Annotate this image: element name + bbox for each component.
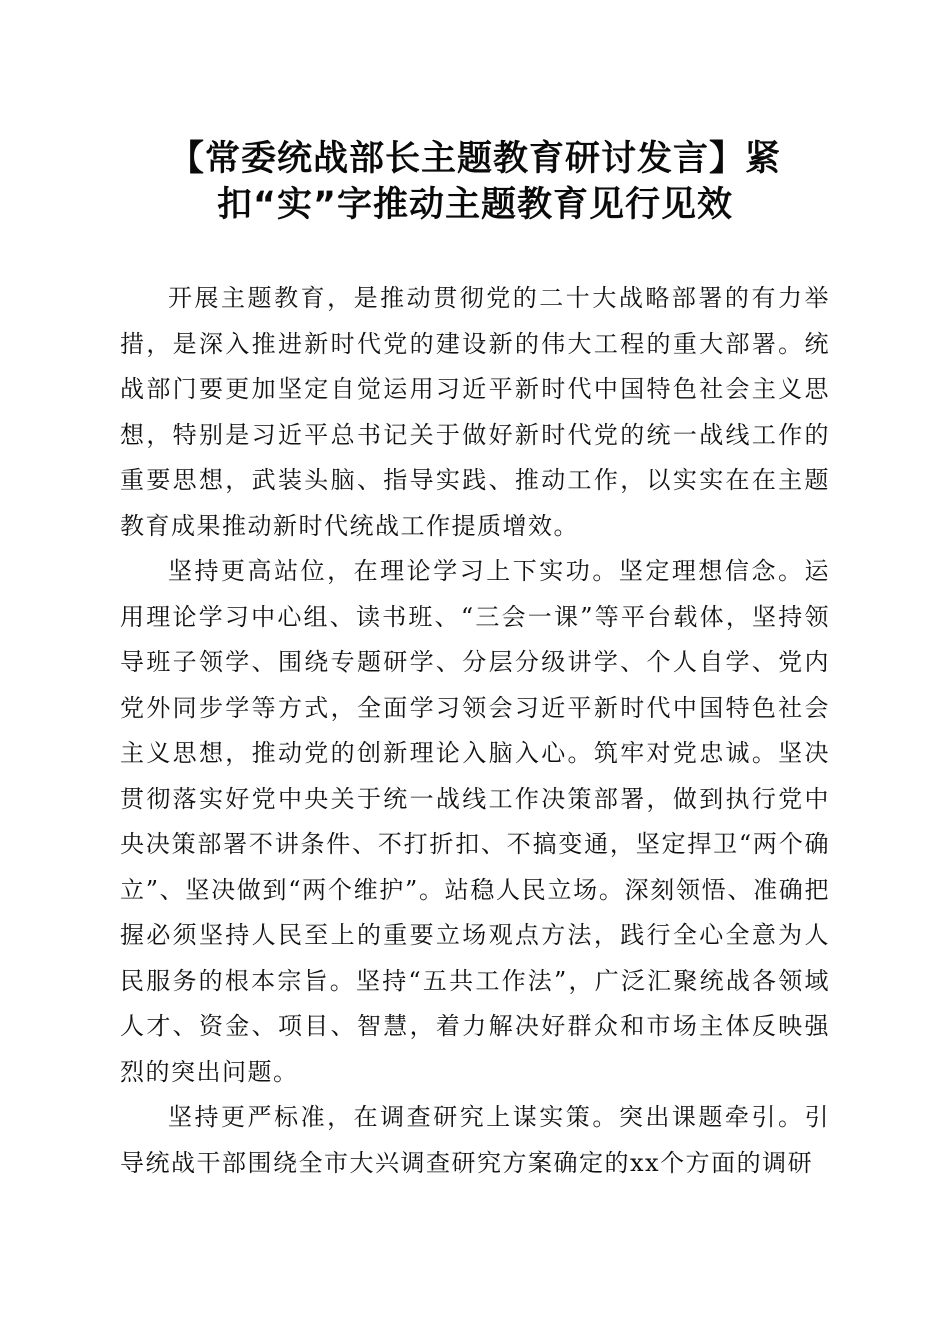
paragraph-3: 坚持更严标准，在调查研究上谋实策。突出课题牵引。引导统战干部围绕全市大兴调查研究方案确定的xx个方面的调研 [120,1103,830,1177]
paragraph-2: 坚持更高站位，在理论学习上下实功。坚定理想信念。运用理论学习中心组、读书班、“三会一课”等平台载体，坚持领导班子领学、围绕专题研学、分层分级讲学、个人自学、党内党外同步学等方式，全面学习领会习近平新时代中国特色社会主义思想，推动党的创新理论入脑入心。筑牢对党忠诚。坚决贯彻落实好党中央关于统一战线工作决策部署，做到执行党中央决策部署不讲条件、不打折扣、不搞变通，坚定捍卫“两个确立”、坚决做到“两个维护”。站稳人民立场。深刻领悟、准确把握必须坚持人民至上的重要立场观点方法，践行全心全意为人民服务的根本宗旨。坚持“五共工作法”，广泛汇聚统战各领域人才、资金、项目、智慧，着力解决好群众和市场主体反映强烈的突出问题。 [120,557,830,1086]
title-line-2: 扣“实”字推动主题教育见行见效 [216,185,733,225]
document-body [120,276,830,1186]
document-title [120,136,830,228]
title-line-1: 【常委统战部长主题教育研讨发言】紧 [168,139,781,179]
paragraph-1: 开展主题教育，是推动贯彻党的二十大战略部署的有力举措，是深入推进新时代党的建设新的伟大工程的重大部署。统战部门要更加坚定自觉运用习近平新时代中国特色社会主义思想，特别是习近平总书记关于做好新时代党的统一战线工作的重要思想，武装头脑、指导实践、推动工作，以实实在在主题教育成果推动新时代统战工作提质增效。 [120,284,830,540]
